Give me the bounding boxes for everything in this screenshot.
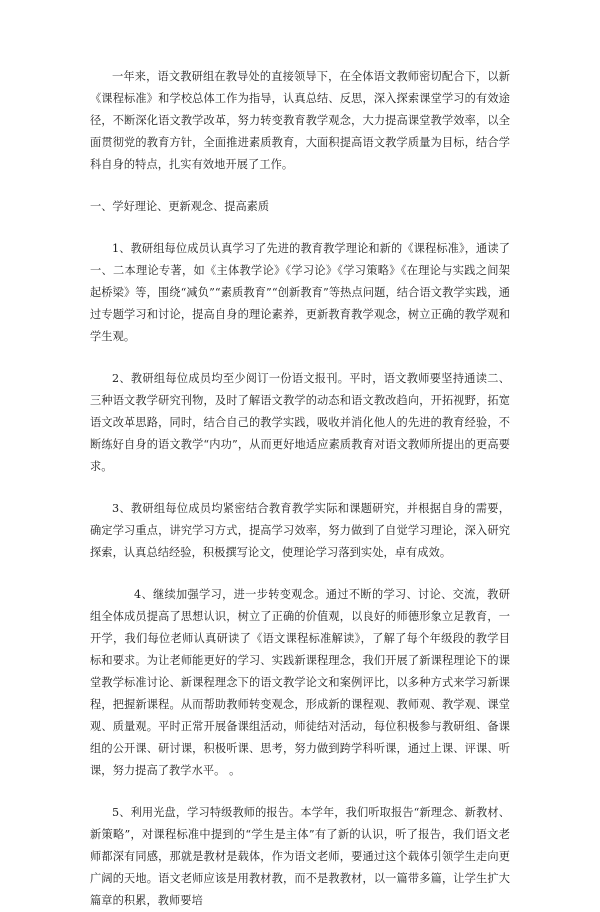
section-heading: 一、学好理论、更新观念、提高素质: [90, 200, 270, 213]
paragraph-item-5: 5、利用光盘，学习特级教师的报告。本学年，我们听取报告“新理念、新教材、新策略”，对课程标准中提到的“学生是主体”有了新的认识，听了报告，我们语文老师都深有同感，那就是教材是载体，作为语文老师，要通过这个载体引领学生走向更广阔的天地。语文老师应该是用教材教，而不是教教材，以一篇带多篇，让学生扩大篇章的积累，教师要培: [90, 806, 510, 907]
paragraph-item-3: 3、教研组每位成员均紧密结合教育教学实际和课题研究，并根据自身的需要，确定学习重点，讲究学习方式，提高学习效率，努力做到了自觉学习理论，深入研究探索，认真总结经验，积极撰写论文，使理论学习落到实处，卓有成效。: [90, 502, 510, 559]
paragraph-item-1: 1、教研组每位成员认真学习了先进的教育教学理论和新的《课程标准》，通读了一、二本理论专著，如《主体教学论》《学习论》《学习策略》《在理论与实践之间架起桥梁》等，围绕“减负”“素质教育”“创新教育”等热点问题，结合语文教学实践，通过专题学习和讨论，提高自身的理论素养，更新教育教学观念，树立正确的教学观和学生观。: [90, 242, 510, 343]
paragraph-item-2: 2、教研组每位成员均至少阅订一份语文报刊。平时，语文教师要坚持通读二、三种语文教学研究刊物，及时了解语文教学的动态和语文教改趋向，开拓视野，拓宽语文改革思路，同时，结合自己的教学实践，吸收并消化他人的先进的教育经验，不断练好自身的语文教学“内功”，从而更好地适应素质教育对语文教师所提出的更高要求。: [90, 372, 510, 473]
paragraph-item-4: 4、继续加强学习，进一步转变观念。通过不断的学习、讨论、交流，教研组全体成员提高了思想认识，树立了正确的价值观，以良好的师德形象立足教育，一开学，我们每位老师认真研读了《语文课程标准解读》，了解了每个年级段的教学目标和要求。为让老师能更好的学习、实践新课程理念，我们开展了新课程理论下的课堂教学标准讨论、新课程理念下的语文教学论文和案例评比，以多种方式来学习新课程，把握新课程。从而帮助教师转变观念，形成新的课程观、教师观、教学观、课堂观、质量观。平时正常开展备课组活动，师徒结对活动，每位积极参与教研组、备课组的公开课、研讨课，积极听课、思考，努力做到跨学科听课，通过上课、评课、听课，努力提高了教学水平。 。: [90, 588, 510, 777]
intro-paragraph: 一年来，语文教研组在教导处的直接领导下，在全体语文教师密切配合下，以新《课程标准》和学校总体工作为指导，认真总结、反思，深入探索课堂学习的有效途径，不断深化语文教学改革，努力转变教育教学观念，大力提高课堂教学效率，以全面贯彻党的教育方针，全面推进素质教育，大面积提高语文教学质量为目标，结合学科自身的特点，扎实有效地开展了工作。: [90, 70, 510, 171]
document-body: [90, 66, 510, 912]
